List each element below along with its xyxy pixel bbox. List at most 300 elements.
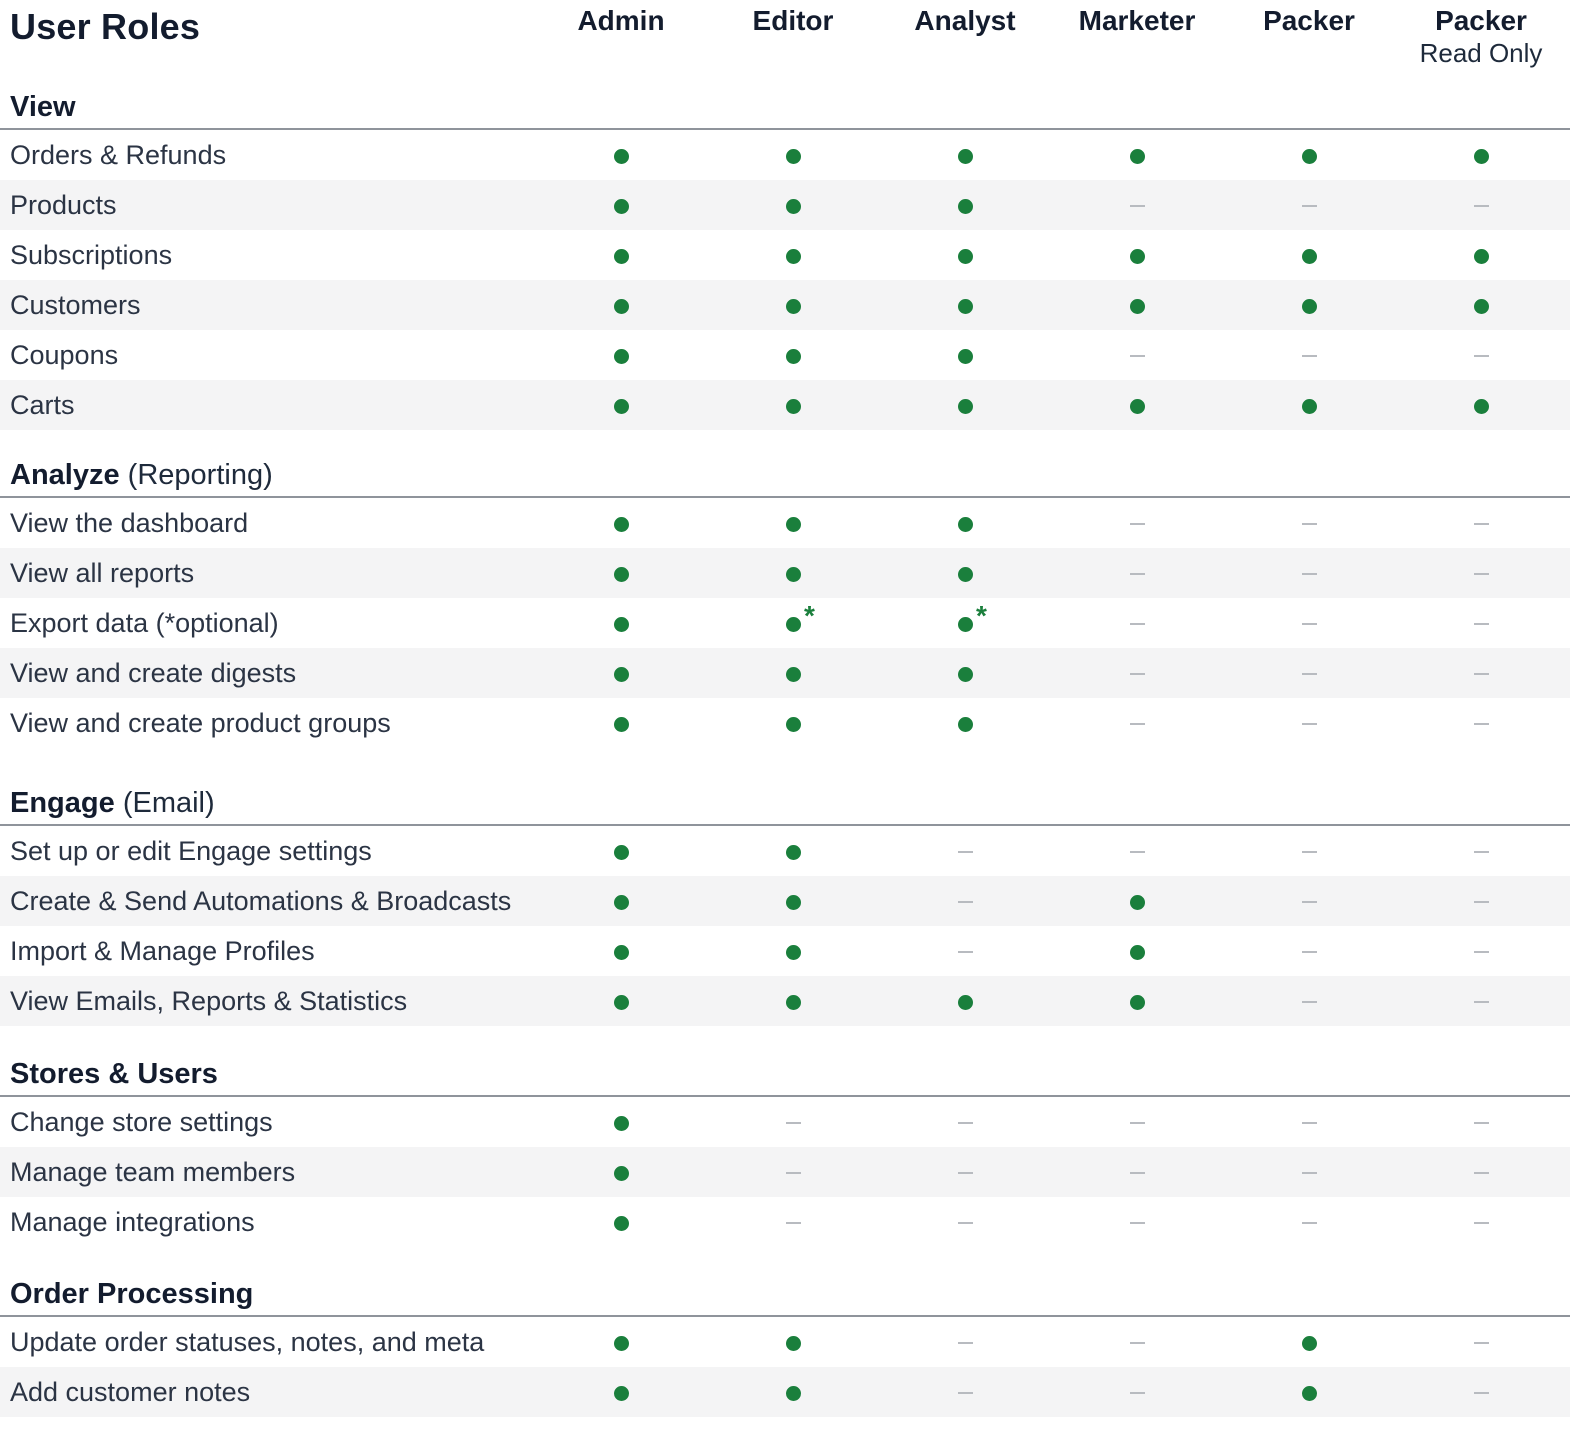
permission-cell-analyst: [879, 826, 1051, 876]
permission-cell-marketer: [1051, 1317, 1223, 1367]
optional-asterisk-icon: *: [976, 600, 987, 631]
permission-label: Products: [10, 190, 117, 220]
permission-cell-analyst: [879, 1197, 1051, 1247]
permission-cell-editor: [707, 1317, 879, 1367]
permission-cell-admin: [535, 1317, 707, 1367]
column-header-name: Analyst: [914, 5, 1016, 36]
not-granted-dash-icon: [1474, 355, 1489, 357]
granted-dot-icon: [1302, 1336, 1317, 1351]
column-header-marketer: [1051, 0, 1223, 38]
not-granted-dash-icon: [786, 1122, 801, 1124]
permission-cell-packer-read-only: [1395, 976, 1567, 1026]
permission-cell-analyst: [879, 698, 1051, 748]
permission-cell-analyst: [879, 1367, 1051, 1417]
permission-cell-packer: [1223, 230, 1395, 280]
permission-row-create-send-automations-broadcasts: [0, 876, 1570, 926]
permission-cell-packer: [1223, 548, 1395, 598]
granted-dot-icon: [786, 199, 801, 214]
not-granted-dash-icon: [958, 1122, 973, 1124]
granted-dot-icon: [1130, 945, 1145, 960]
granted-dot-icon: [614, 1336, 629, 1351]
granted-dot-icon: [1302, 299, 1317, 314]
not-granted-dash-icon: [1302, 1222, 1317, 1224]
permission-cell-analyst: [879, 1317, 1051, 1367]
permission-label: Update order statuses, notes, and meta: [10, 1327, 485, 1357]
granted-dot-icon: [786, 349, 801, 364]
not-granted-dash-icon: [958, 1342, 973, 1344]
not-granted-dash-icon: [958, 1222, 973, 1224]
granted-dot-icon: [614, 1166, 629, 1181]
granted-dot-icon: [958, 717, 973, 732]
permission-row-set-up-or-edit-engage-settings: [0, 826, 1570, 876]
granted-dot-icon: [1130, 995, 1145, 1010]
column-header-name: Admin: [577, 5, 665, 36]
granted-dot-icon: [786, 1386, 801, 1401]
granted-dot-icon: [786, 517, 801, 532]
permission-cell-packer-read-only: [1395, 548, 1567, 598]
permission-cell-editor: [707, 826, 879, 876]
section-header-view: [0, 86, 1570, 130]
permission-cell-packer-read-only: [1395, 648, 1567, 698]
permission-label: Customers: [10, 290, 141, 320]
section-header-engage: [0, 782, 1570, 826]
permission-cell-packer: [1223, 698, 1395, 748]
granted-dot-icon: [958, 517, 973, 532]
permission-row-manage-team-members: [0, 1147, 1570, 1197]
permission-cell-packer-read-only: [1395, 826, 1567, 876]
not-granted-dash-icon: [1130, 1172, 1145, 1174]
permission-cell-editor: [707, 926, 879, 976]
permission-cell-marketer: [1051, 180, 1223, 230]
permission-row-add-customer-notes: [0, 1367, 1570, 1417]
not-granted-dash-icon: [1302, 951, 1317, 953]
permission-cell-packer-read-only: [1395, 1147, 1567, 1197]
permission-label: Manage team members: [10, 1157, 296, 1187]
permission-cell-packer: [1223, 1147, 1395, 1197]
permission-cell-analyst: [879, 380, 1051, 430]
permission-cell-editor: [707, 280, 879, 330]
permission-label: View Emails, Reports & Statistics: [10, 986, 408, 1016]
permission-cell-packer-read-only: [1395, 1317, 1567, 1367]
column-header-packer-read-only: [1395, 0, 1567, 68]
granted-dot-icon: [614, 717, 629, 732]
not-granted-dash-icon: [958, 901, 973, 903]
not-granted-dash-icon: [958, 1172, 973, 1174]
permission-cell-packer: [1223, 130, 1395, 180]
permission-cell-packer-read-only: [1395, 330, 1567, 380]
permission-cell-editor: [707, 1147, 879, 1197]
permission-cell-packer-read-only: [1395, 1197, 1567, 1247]
optional-asterisk-icon: *: [804, 600, 815, 631]
permission-cell-editor: [707, 230, 879, 280]
granted-dot-icon: [614, 845, 629, 860]
permission-cell-packer-read-only: [1395, 1367, 1567, 1417]
permission-cell-packer-read-only: [1395, 180, 1567, 230]
granted-dot-icon: [958, 617, 973, 632]
permission-cell-packer-read-only: [1395, 130, 1567, 180]
permission-cell-packer-read-only: [1395, 876, 1567, 926]
not-granted-dash-icon: [1302, 1172, 1317, 1174]
section-title: [10, 1057, 218, 1091]
permission-cell-editor: [707, 976, 879, 1026]
permission-cell-packer: [1223, 1317, 1395, 1367]
permission-label: Carts: [10, 390, 75, 420]
not-granted-dash-icon: [1302, 623, 1317, 625]
granted-dot-icon: [958, 299, 973, 314]
permission-cell-marketer: [1051, 648, 1223, 698]
permission-cell-admin: [535, 380, 707, 430]
granted-dot-icon: [786, 945, 801, 960]
permission-cell-packer-read-only: [1395, 230, 1567, 280]
permission-cell-packer-read-only: [1395, 698, 1567, 748]
permission-cell-admin: [535, 1147, 707, 1197]
not-granted-dash-icon: [1474, 901, 1489, 903]
not-granted-dash-icon: [1474, 1222, 1489, 1224]
not-granted-dash-icon: [1130, 1222, 1145, 1224]
permission-cell-packer: [1223, 826, 1395, 876]
permission-cell-marketer: [1051, 280, 1223, 330]
permission-cell-packer: [1223, 1097, 1395, 1147]
not-granted-dash-icon: [786, 1172, 801, 1174]
not-granted-dash-icon: [1474, 851, 1489, 853]
permission-cell-marketer: [1051, 1197, 1223, 1247]
permission-cell-admin: [535, 1097, 707, 1147]
permission-label: Coupons: [10, 340, 119, 370]
permission-label: View and create product groups: [10, 708, 391, 738]
permission-cell-admin: [535, 330, 707, 380]
permission-cell-packer: [1223, 976, 1395, 1026]
granted-dot-icon: [958, 567, 973, 582]
permission-cell-marketer: [1051, 1367, 1223, 1417]
granted-dot-icon: [786, 617, 801, 632]
granted-dot-icon: [614, 567, 629, 582]
permission-cell-editor: [707, 180, 879, 230]
not-granted-dash-icon: [1474, 723, 1489, 725]
granted-dot-icon: [1474, 399, 1489, 414]
permission-row-coupons: [0, 330, 1570, 380]
permission-row-subscriptions: [0, 230, 1570, 280]
not-granted-dash-icon: [1130, 523, 1145, 525]
not-granted-dash-icon: [1474, 951, 1489, 953]
not-granted-dash-icon: [1302, 901, 1317, 903]
permission-cell-analyst: [879, 648, 1051, 698]
granted-dot-icon: [786, 299, 801, 314]
section-title-sub: (Email): [122, 787, 215, 819]
permission-cell-analyst: [879, 976, 1051, 1026]
permission-cell-packer: [1223, 1197, 1395, 1247]
granted-dot-icon: [614, 667, 629, 682]
permission-cell-admin: [535, 280, 707, 330]
permission-cell-analyst: [879, 1097, 1051, 1147]
granted-dot-icon: [614, 349, 629, 364]
granted-dot-icon: [1302, 249, 1317, 264]
permission-cell-editor: [707, 648, 879, 698]
permission-cell-marketer: [1051, 498, 1223, 548]
granted-dot-icon: [1130, 249, 1145, 264]
not-granted-dash-icon: [1302, 205, 1317, 207]
permission-cell-packer: [1223, 876, 1395, 926]
not-granted-dash-icon: [1302, 355, 1317, 357]
permission-cell-admin: [535, 598, 707, 648]
granted-dot-icon: [614, 1216, 629, 1231]
section-title-main: Analyze: [10, 459, 120, 491]
section-header-order-processing: [0, 1273, 1570, 1317]
granted-dot-icon: [786, 717, 801, 732]
not-granted-dash-icon: [1302, 1001, 1317, 1003]
granted-dot-icon: [614, 199, 629, 214]
section-title-main: Engage: [10, 787, 115, 819]
permission-label: Add customer notes: [10, 1377, 251, 1407]
granted-dot-icon: [1474, 149, 1489, 164]
section-title: [10, 1277, 253, 1311]
permission-cell-analyst: [879, 548, 1051, 598]
section-header-stores-users: [0, 1053, 1570, 1097]
permission-cell-packer: [1223, 648, 1395, 698]
granted-dot-icon: [786, 895, 801, 910]
column-header-name: Packer: [1435, 5, 1527, 36]
permission-cell-marketer: [1051, 330, 1223, 380]
permission-cell-editor: [707, 130, 879, 180]
permission-cell-admin: [535, 926, 707, 976]
granted-dot-icon: [1302, 399, 1317, 414]
not-granted-dash-icon: [1474, 1001, 1489, 1003]
granted-dot-icon: [1130, 895, 1145, 910]
permission-cell-editor: [707, 1367, 879, 1417]
not-granted-dash-icon: [1130, 1392, 1145, 1394]
permission-cell-analyst: [879, 130, 1051, 180]
permission-row-change-store-settings: [0, 1097, 1570, 1147]
permission-cell-packer-read-only: [1395, 498, 1567, 548]
permission-cell-packer-read-only: [1395, 1097, 1567, 1147]
section-title-main: Stores & Users: [10, 1058, 218, 1090]
permission-cell-marketer: [1051, 1147, 1223, 1197]
granted-dot-icon: [1130, 399, 1145, 414]
permission-cell-editor: [707, 330, 879, 380]
permission-cell-admin: [535, 698, 707, 748]
permission-row-import-manage-profiles: [0, 926, 1570, 976]
permission-cell-marketer: [1051, 548, 1223, 598]
permission-cell-editor: [707, 380, 879, 430]
permission-cell-editor: [707, 876, 879, 926]
permission-cell-admin: [535, 548, 707, 598]
not-granted-dash-icon: [1130, 723, 1145, 725]
permission-row-manage-integrations: [0, 1197, 1570, 1247]
not-granted-dash-icon: [1474, 623, 1489, 625]
granted-dot-icon: [786, 995, 801, 1010]
permission-cell-admin: [535, 498, 707, 548]
permission-cell-analyst: [879, 598, 1051, 648]
permission-cell-marketer: [1051, 876, 1223, 926]
permission-cell-admin: [535, 876, 707, 926]
permission-row-products: [0, 180, 1570, 230]
granted-dot-icon: [614, 249, 629, 264]
not-granted-dash-icon: [1302, 723, 1317, 725]
permission-cell-packer-read-only: [1395, 926, 1567, 976]
permission-cell-packer: [1223, 926, 1395, 976]
permission-label: Orders & Refunds: [10, 140, 227, 170]
section-header-analyze: [0, 454, 1570, 498]
permission-cell-marketer: [1051, 926, 1223, 976]
granted-dot-icon: [958, 199, 973, 214]
not-granted-dash-icon: [958, 951, 973, 953]
not-granted-dash-icon: [1130, 205, 1145, 207]
permission-cell-analyst: [879, 926, 1051, 976]
section-title: [10, 458, 273, 492]
permission-cell-packer: [1223, 598, 1395, 648]
not-granted-dash-icon: [1474, 573, 1489, 575]
permission-cell-packer-read-only: [1395, 598, 1567, 648]
permission-cell-packer: [1223, 280, 1395, 330]
permission-cell-marketer: [1051, 698, 1223, 748]
not-granted-dash-icon: [1302, 851, 1317, 853]
permission-cell-editor: [707, 598, 879, 648]
granted-dot-icon: [958, 249, 973, 264]
granted-dot-icon: [958, 349, 973, 364]
permission-row-export-data-optional: [0, 598, 1570, 648]
column-header-name: Marketer: [1078, 5, 1196, 36]
not-granted-dash-icon: [1474, 1392, 1489, 1394]
not-granted-dash-icon: [1130, 623, 1145, 625]
permission-cell-editor: [707, 548, 879, 598]
not-granted-dash-icon: [1302, 673, 1317, 675]
permission-cell-marketer: [1051, 1097, 1223, 1147]
not-granted-dash-icon: [1130, 1122, 1145, 1124]
granted-dot-icon: [1130, 149, 1145, 164]
permission-cell-analyst: [879, 1147, 1051, 1197]
permission-cell-analyst: [879, 280, 1051, 330]
granted-dot-icon: [614, 945, 629, 960]
not-granted-dash-icon: [958, 851, 973, 853]
permission-cell-editor: [707, 498, 879, 548]
not-granted-dash-icon: [1302, 1122, 1317, 1124]
permission-cell-admin: [535, 976, 707, 1026]
column-header-name: Editor: [752, 5, 834, 36]
granted-dot-icon: [1474, 299, 1489, 314]
not-granted-dash-icon: [786, 1222, 801, 1224]
granted-dot-icon: [958, 995, 973, 1010]
section-title: [10, 786, 215, 820]
granted-dot-icon: [1302, 149, 1317, 164]
granted-dot-icon: [614, 299, 629, 314]
permission-cell-packer-read-only: [1395, 280, 1567, 330]
permission-label: Export data (*optional): [10, 608, 279, 638]
permission-label: Manage integrations: [10, 1207, 255, 1237]
permission-label: Create & Send Automations & Broadcasts: [10, 886, 512, 916]
permission-label: Change store settings: [10, 1107, 273, 1137]
section-title-main: Order Processing: [10, 1278, 254, 1310]
permission-cell-marketer: [1051, 380, 1223, 430]
permission-row-view-and-create-digests: [0, 648, 1570, 698]
permission-cell-admin: [535, 130, 707, 180]
granted-dot-icon: [958, 399, 973, 414]
granted-dot-icon: [786, 1336, 801, 1351]
permission-row-orders-refunds: [0, 130, 1570, 180]
permission-cell-admin: [535, 648, 707, 698]
not-granted-dash-icon: [1302, 573, 1317, 575]
permission-row-customers: [0, 280, 1570, 330]
permission-cell-packer: [1223, 1367, 1395, 1417]
granted-dot-icon: [1474, 249, 1489, 264]
permission-cell-admin: [535, 826, 707, 876]
permission-cell-admin: [535, 1197, 707, 1247]
not-granted-dash-icon: [1474, 1342, 1489, 1344]
granted-dot-icon: [614, 517, 629, 532]
permission-cell-packer: [1223, 180, 1395, 230]
permission-cell-marketer: [1051, 826, 1223, 876]
granted-dot-icon: [958, 667, 973, 682]
granted-dot-icon: [786, 667, 801, 682]
permission-cell-packer-read-only: [1395, 380, 1567, 430]
granted-dot-icon: [614, 1386, 629, 1401]
page-title: User Roles: [10, 6, 201, 47]
permission-row-update-order-statuses-notes-and-meta: [0, 1317, 1570, 1367]
permission-cell-marketer: [1051, 130, 1223, 180]
granted-dot-icon: [786, 845, 801, 860]
permission-row-view-the-dashboard: [0, 498, 1570, 548]
not-granted-dash-icon: [1474, 1172, 1489, 1174]
not-granted-dash-icon: [1130, 355, 1145, 357]
permission-cell-editor: [707, 698, 879, 748]
permission-cell-packer: [1223, 380, 1395, 430]
permission-cell-admin: [535, 180, 707, 230]
column-header-analyst: [879, 0, 1051, 38]
not-granted-dash-icon: [1130, 573, 1145, 575]
permission-label: Import & Manage Profiles: [10, 936, 315, 966]
permission-cell-marketer: [1051, 976, 1223, 1026]
column-header-name: Packer: [1263, 5, 1355, 36]
not-granted-dash-icon: [1130, 673, 1145, 675]
permission-label: View the dashboard: [10, 508, 249, 538]
permission-row-view-and-create-product-groups: [0, 698, 1570, 748]
granted-dot-icon: [614, 1116, 629, 1131]
granted-dot-icon: [786, 399, 801, 414]
granted-dot-icon: [1302, 1386, 1317, 1401]
not-granted-dash-icon: [958, 1392, 973, 1394]
not-granted-dash-icon: [1474, 673, 1489, 675]
not-granted-dash-icon: [1474, 523, 1489, 525]
permission-cell-admin: [535, 230, 707, 280]
granted-dot-icon: [786, 149, 801, 164]
column-header-packer: [1223, 0, 1395, 38]
permission-cell-packer: [1223, 498, 1395, 548]
granted-dot-icon: [614, 895, 629, 910]
granted-dot-icon: [614, 399, 629, 414]
granted-dot-icon: [1130, 299, 1145, 314]
permission-cell-marketer: [1051, 598, 1223, 648]
permission-cell-editor: [707, 1097, 879, 1147]
permission-cell-analyst: [879, 180, 1051, 230]
permission-label: View and create digests: [10, 658, 297, 688]
permission-cell-analyst: [879, 230, 1051, 280]
column-header-editor: [707, 0, 879, 38]
permission-cell-editor: [707, 1197, 879, 1247]
not-granted-dash-icon: [1130, 1342, 1145, 1344]
granted-dot-icon: [614, 995, 629, 1010]
column-header-admin: [535, 0, 707, 38]
permission-row-view-emails-reports-statistics: [0, 976, 1570, 1026]
permission-cell-analyst: [879, 498, 1051, 548]
granted-dot-icon: [614, 149, 629, 164]
permission-cell-marketer: [1051, 230, 1223, 280]
granted-dot-icon: [958, 149, 973, 164]
not-granted-dash-icon: [1130, 851, 1145, 853]
permission-label: Subscriptions: [10, 240, 173, 270]
granted-dot-icon: [786, 249, 801, 264]
granted-dot-icon: [614, 617, 629, 632]
granted-dot-icon: [786, 567, 801, 582]
not-granted-dash-icon: [1474, 1122, 1489, 1124]
column-header-subtitle: Read Only: [1419, 38, 1543, 68]
